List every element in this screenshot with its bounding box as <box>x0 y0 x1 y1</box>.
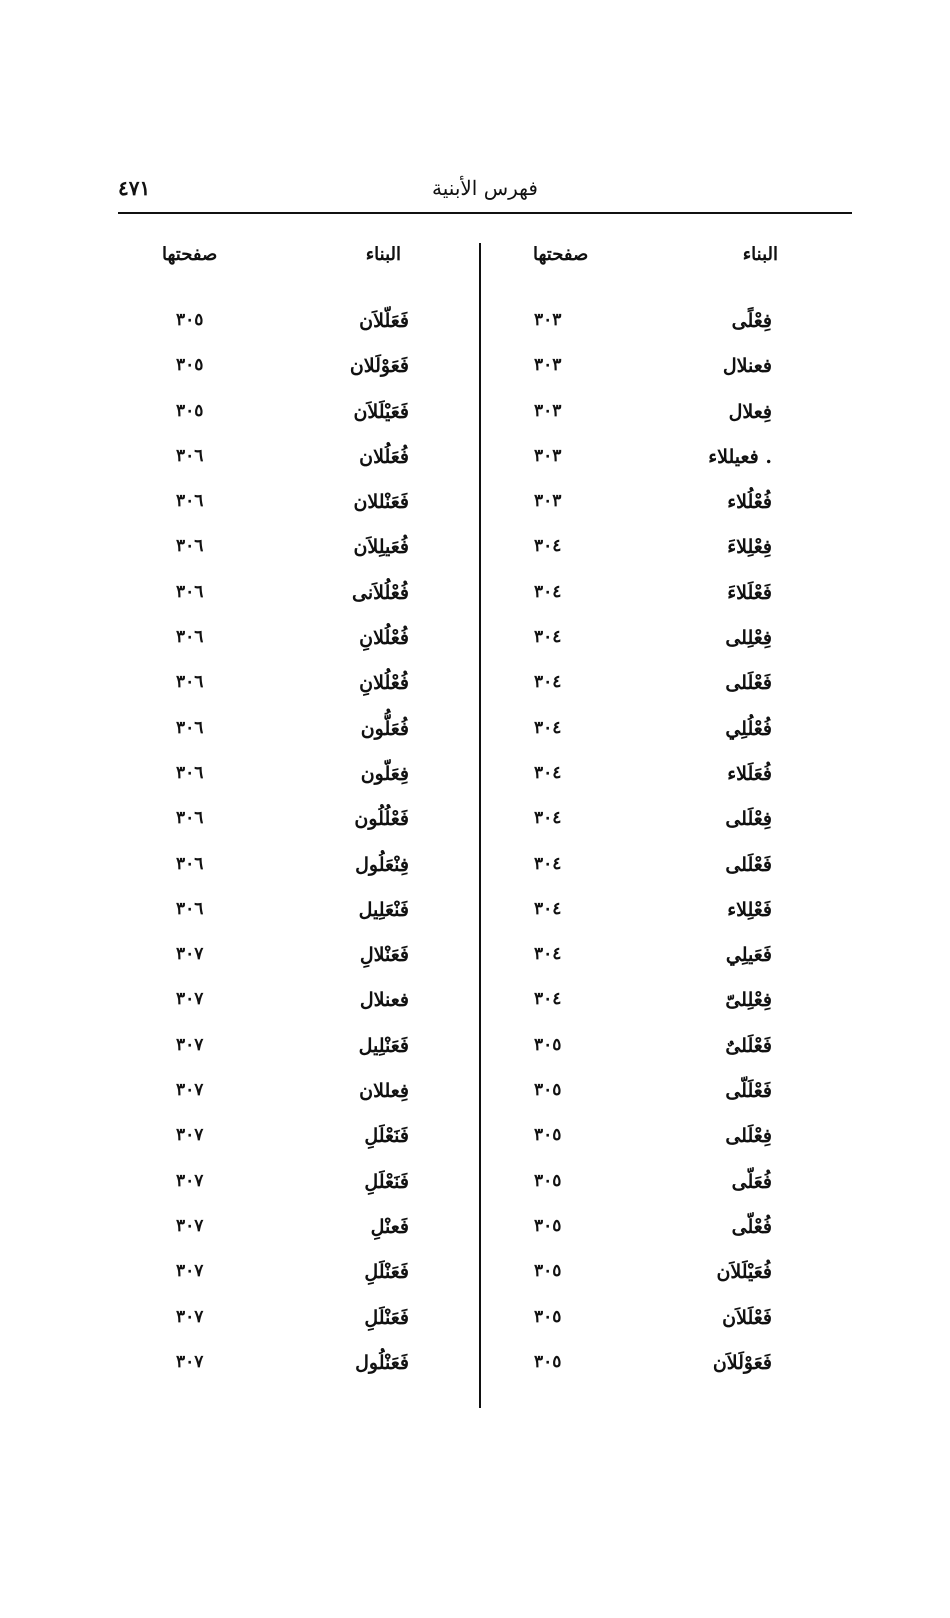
right-column-list <box>479 310 852 1397</box>
list-item <box>118 763 479 808</box>
page-ref: ٣٠٥ <box>176 400 204 421</box>
page-ref: ٣٠٦ <box>176 808 204 829</box>
page-ref: ٣٠٦ <box>176 853 204 874</box>
page-ref: ٣٠٤ <box>534 853 562 874</box>
list-item <box>479 944 852 989</box>
list-item <box>118 401 479 446</box>
list-item <box>118 355 479 400</box>
list-item <box>479 989 852 1034</box>
list-item <box>479 491 852 536</box>
page-ref: ٣٠٥ <box>534 1170 562 1191</box>
left-pattern-header: البناء <box>365 244 401 265</box>
pattern-text: فِعْلِلىّ <box>725 989 772 1012</box>
page-ref: ٣٠٣ <box>534 445 562 466</box>
pattern-text: فَعَيلِي <box>725 944 772 967</box>
list-item <box>118 899 479 944</box>
page-ref: ٣٠٦ <box>176 445 204 466</box>
list-item <box>479 672 852 717</box>
list-item <box>118 446 479 491</box>
page-ref: ٣٠٦ <box>176 762 204 783</box>
list-item <box>479 1261 852 1306</box>
page-ref: ٣٠٤ <box>534 808 562 829</box>
page-ref: ٣٠٤ <box>534 989 562 1010</box>
pattern-text: فُعْلُلاء <box>727 491 772 514</box>
list-item <box>118 1171 479 1216</box>
page-ref: ٣٠٥ <box>534 1351 562 1372</box>
page-ref: ٣٠٥ <box>176 310 204 330</box>
list-item <box>479 1216 852 1261</box>
list-item <box>118 854 479 899</box>
pattern-text: فَعْلَلاءَ <box>727 581 772 604</box>
list-item <box>118 1216 479 1261</box>
list-item <box>118 1035 479 1080</box>
header-rule <box>118 212 852 214</box>
pattern-text: فُعْلُلانِ <box>359 627 409 650</box>
page-ref: ٣٠٣ <box>534 491 562 512</box>
pattern-text: فَعْلُلُون <box>354 808 409 831</box>
pattern-text: فَنَعْلَلِ <box>364 1125 409 1148</box>
pattern-text: فَعَنْللان <box>353 491 409 514</box>
pattern-text: فِعْلًى <box>731 310 772 332</box>
pattern-text: فَعَوْلَلان <box>349 355 409 378</box>
pattern-text: فَعْلِلاء <box>727 898 772 921</box>
list-item <box>479 627 852 672</box>
page-ref: ٣٠٦ <box>176 536 204 557</box>
pattern-text: فَعْلَلىٌ <box>725 1034 772 1057</box>
list-item <box>479 899 852 944</box>
pattern-text: فُعَلَلاء <box>727 762 772 785</box>
page-header <box>118 176 852 206</box>
page-ref: ٣٠٦ <box>176 581 204 602</box>
pattern-text: فَعَلّلاَن <box>359 310 409 332</box>
list-item <box>479 808 852 853</box>
page-ref: ٣٠٧ <box>176 1261 204 1282</box>
list-item <box>118 1125 479 1170</box>
list-item <box>118 627 479 672</box>
list-item <box>479 1125 852 1170</box>
page-ref: ٣٠٥ <box>534 1080 562 1101</box>
pattern-text: فِعْلَلى <box>725 808 772 831</box>
list-item <box>479 1080 852 1125</box>
pattern-text: فِعَلّون <box>360 762 409 785</box>
list-item <box>118 808 479 853</box>
pattern-text: فَعَنْلالِ <box>359 944 409 967</box>
page-ref: ٣٠٤ <box>534 944 562 965</box>
list-item <box>118 718 479 763</box>
pattern-text: فعنلال <box>359 989 409 1012</box>
pattern-text: فَعنْلِ <box>370 1215 409 1238</box>
left-column-list <box>118 310 479 1397</box>
pattern-text: فَعْلَلى <box>725 672 772 695</box>
page-ref: ٣٠٧ <box>176 989 204 1010</box>
page-ref: ٣٠٧ <box>176 1080 204 1101</box>
page-ref: ٣٠٦ <box>176 717 204 738</box>
page-ref: ٣٠٤ <box>534 672 562 693</box>
page-ref: ٣٠٤ <box>534 762 562 783</box>
pattern-text: فَعَنْلَلِ <box>364 1306 409 1329</box>
pattern-text: فَنَعْلَلِ <box>364 1170 409 1193</box>
list-item <box>479 854 852 899</box>
list-item <box>118 310 479 355</box>
page-ref: ٣٠٧ <box>176 1215 204 1236</box>
list-item <box>479 355 852 400</box>
page-ref: ٣٠٥ <box>534 1261 562 1282</box>
list-item <box>118 672 479 717</box>
pattern-text: فُعْلُلِي <box>725 717 772 740</box>
pattern-text: فُعْلُلانِ <box>359 672 409 695</box>
pattern-text: فِعْلَلى <box>725 1125 772 1148</box>
list-item <box>118 989 479 1034</box>
list-item <box>479 1035 852 1080</box>
list-item <box>479 446 852 491</box>
pattern-text: فُعَيلِلاَن <box>353 536 409 559</box>
list-item <box>118 536 479 581</box>
pattern-text: فَعْلَلى <box>725 853 772 876</box>
page-ref: ٣٠٧ <box>176 944 204 965</box>
pattern-text: فَعْلَلّى <box>725 1080 772 1103</box>
list-item <box>479 1171 852 1216</box>
list-item <box>118 582 479 627</box>
pattern-text: فَعْلَلاَن <box>722 1306 772 1329</box>
pattern-text: فَعَوْلَلاَن <box>712 1351 772 1374</box>
page-ref: ٣٠٧ <box>176 1034 204 1055</box>
list-item <box>479 1307 852 1352</box>
right-pattern-header: البناء <box>742 244 778 265</box>
list-item <box>479 536 852 581</box>
list-item <box>479 310 852 355</box>
page-ref: ٣٠٥ <box>534 1306 562 1327</box>
pattern-text: فُعَلُلان <box>359 445 409 468</box>
list-item <box>118 1080 479 1125</box>
page-ref: ٣٠٥ <box>534 1215 562 1236</box>
pattern-text: . فعيللاء <box>708 445 772 468</box>
pattern-text: فِعْلِلاءَ <box>727 536 772 559</box>
pattern-text: فَعَنْلَلِ <box>364 1261 409 1284</box>
list-item <box>118 1352 479 1397</box>
page-ref: ٣٠٣ <box>534 355 562 376</box>
page-ref: ٣٠٧ <box>176 1306 204 1327</box>
list-item <box>118 1261 479 1306</box>
pattern-text: فَنْعَلِيل <box>358 898 409 921</box>
page-ref: ٣٠٦ <box>176 898 204 919</box>
page-title: فهرس الأبنية <box>432 176 538 200</box>
page-ref: ٣٠٣ <box>534 400 562 421</box>
pattern-text: فُعَيْلَلاَن <box>716 1261 772 1284</box>
pattern-text: فِعللان <box>359 1080 409 1103</box>
pattern-text: فَعَنْلُول <box>355 1351 409 1374</box>
page-ref: ٣٠٤ <box>534 536 562 557</box>
page-ref: ٣٠٦ <box>176 491 204 512</box>
list-item <box>479 1352 852 1397</box>
pattern-text: فُعْلُلاَنى <box>352 581 409 604</box>
page-ref: ٣٠٥ <box>534 1125 562 1146</box>
list-item <box>479 582 852 627</box>
list-item <box>118 944 479 989</box>
page-ref: ٣٠٣ <box>534 310 562 330</box>
page-ref: ٣٠٦ <box>176 672 204 693</box>
page-number: ٤٧١ <box>118 176 151 200</box>
page-ref: ٣٠٧ <box>176 1351 204 1372</box>
pattern-text: فعنلال <box>722 355 772 378</box>
page-ref: ٣٠٥ <box>534 1034 562 1055</box>
right-page-header: صفحتها <box>533 244 589 265</box>
page-ref: ٣٠٧ <box>176 1170 204 1191</box>
pattern-text: فِنْعَلُول <box>355 853 409 876</box>
list-item <box>479 718 852 763</box>
pattern-text: فَعَيْلَلاَن <box>353 400 409 423</box>
page-ref: ٣٠٤ <box>534 627 562 648</box>
list-item <box>118 491 479 536</box>
page-ref: ٣٠٦ <box>176 627 204 648</box>
pattern-text: فِعْلِلى <box>725 627 772 650</box>
pattern-text: فُعَلُّون <box>360 717 409 740</box>
pattern-text: فِعلال <box>728 400 772 423</box>
left-page-header: صفحتها <box>162 244 218 265</box>
list-item <box>118 1307 479 1352</box>
list-item <box>479 401 852 446</box>
list-item <box>479 763 852 808</box>
pattern-text: فُعَلّى <box>731 1170 772 1193</box>
page-ref: ٣٠٤ <box>534 898 562 919</box>
page-ref: ٣٠٥ <box>176 355 204 376</box>
page-ref: ٣٠٤ <box>534 581 562 602</box>
pattern-text: فُعْلّى <box>731 1215 772 1238</box>
pattern-text: فَعَنْلِيل <box>358 1034 409 1057</box>
page-ref: ٣٠٤ <box>534 717 562 738</box>
page-ref: ٣٠٧ <box>176 1125 204 1146</box>
